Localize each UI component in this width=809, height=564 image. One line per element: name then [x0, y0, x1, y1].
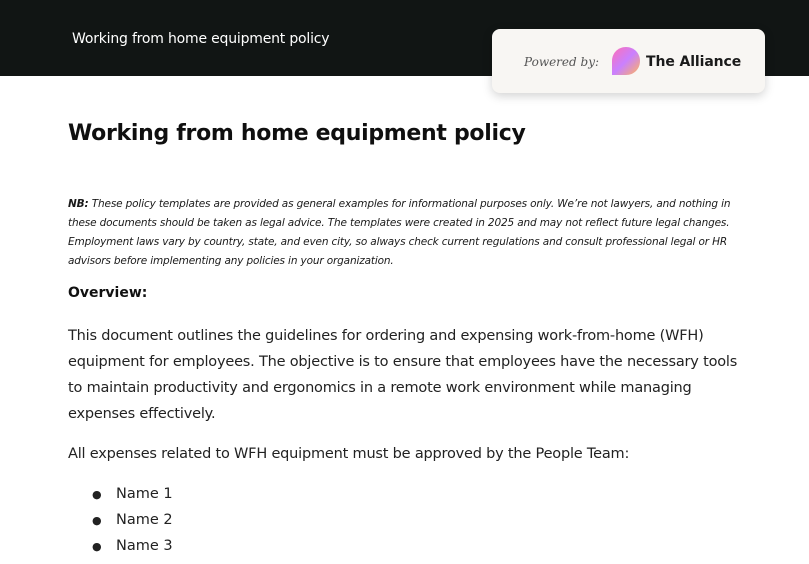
legal-disclaimer — [68, 195, 740, 271]
alliance-logo-icon — [611, 46, 641, 76]
bullet-icon: ● — [92, 488, 102, 501]
approver-name: Name 1 — [116, 486, 173, 502]
list-item — [92, 507, 173, 533]
disclaimer-text: These policy templates are provided as general examples for informational purposes only. We’re not lawyers, and nothing in these documents should be taken as legal advice. The templates were created in 2025 and may not reflect future legal changes. Employment laws vary by country, state, and even city, so always check current regulations and consult professional legal or HR advisors before implementing any policies in your organization. — [68, 198, 731, 267]
brand-name: The Alliance — [646, 54, 742, 70]
page-title: Working from home equipment policy — [68, 121, 526, 146]
top-header-bar — [0, 0, 809, 76]
bullet-icon: ● — [92, 514, 102, 527]
bullet-icon: ● — [92, 540, 102, 553]
disclaimer-label: NB: — [68, 198, 89, 210]
overview-heading: Overview: — [68, 285, 148, 301]
overview-paragraph: This document outlines the guidelines for ordering and expensing work-from-home (WFH) equipment for employees. The objective is to ensure that employees have the necessary tools to maintain productivity and ergonomics in a remote work environment while managing expenses effectively. — [68, 328, 738, 422]
list-item — [92, 533, 173, 559]
header-title: Working from home equipment policy — [72, 31, 330, 47]
approver-list — [92, 481, 173, 559]
list-item — [92, 481, 173, 507]
powered-by-badge[interactable] — [492, 29, 765, 93]
approver-name: Name 2 — [116, 512, 173, 528]
approver-name: Name 3 — [116, 538, 173, 554]
powered-by-label: Powered by: — [524, 55, 600, 69]
approval-statement: All expenses related to WFH equipment must be approved by the People Team: — [68, 446, 630, 462]
